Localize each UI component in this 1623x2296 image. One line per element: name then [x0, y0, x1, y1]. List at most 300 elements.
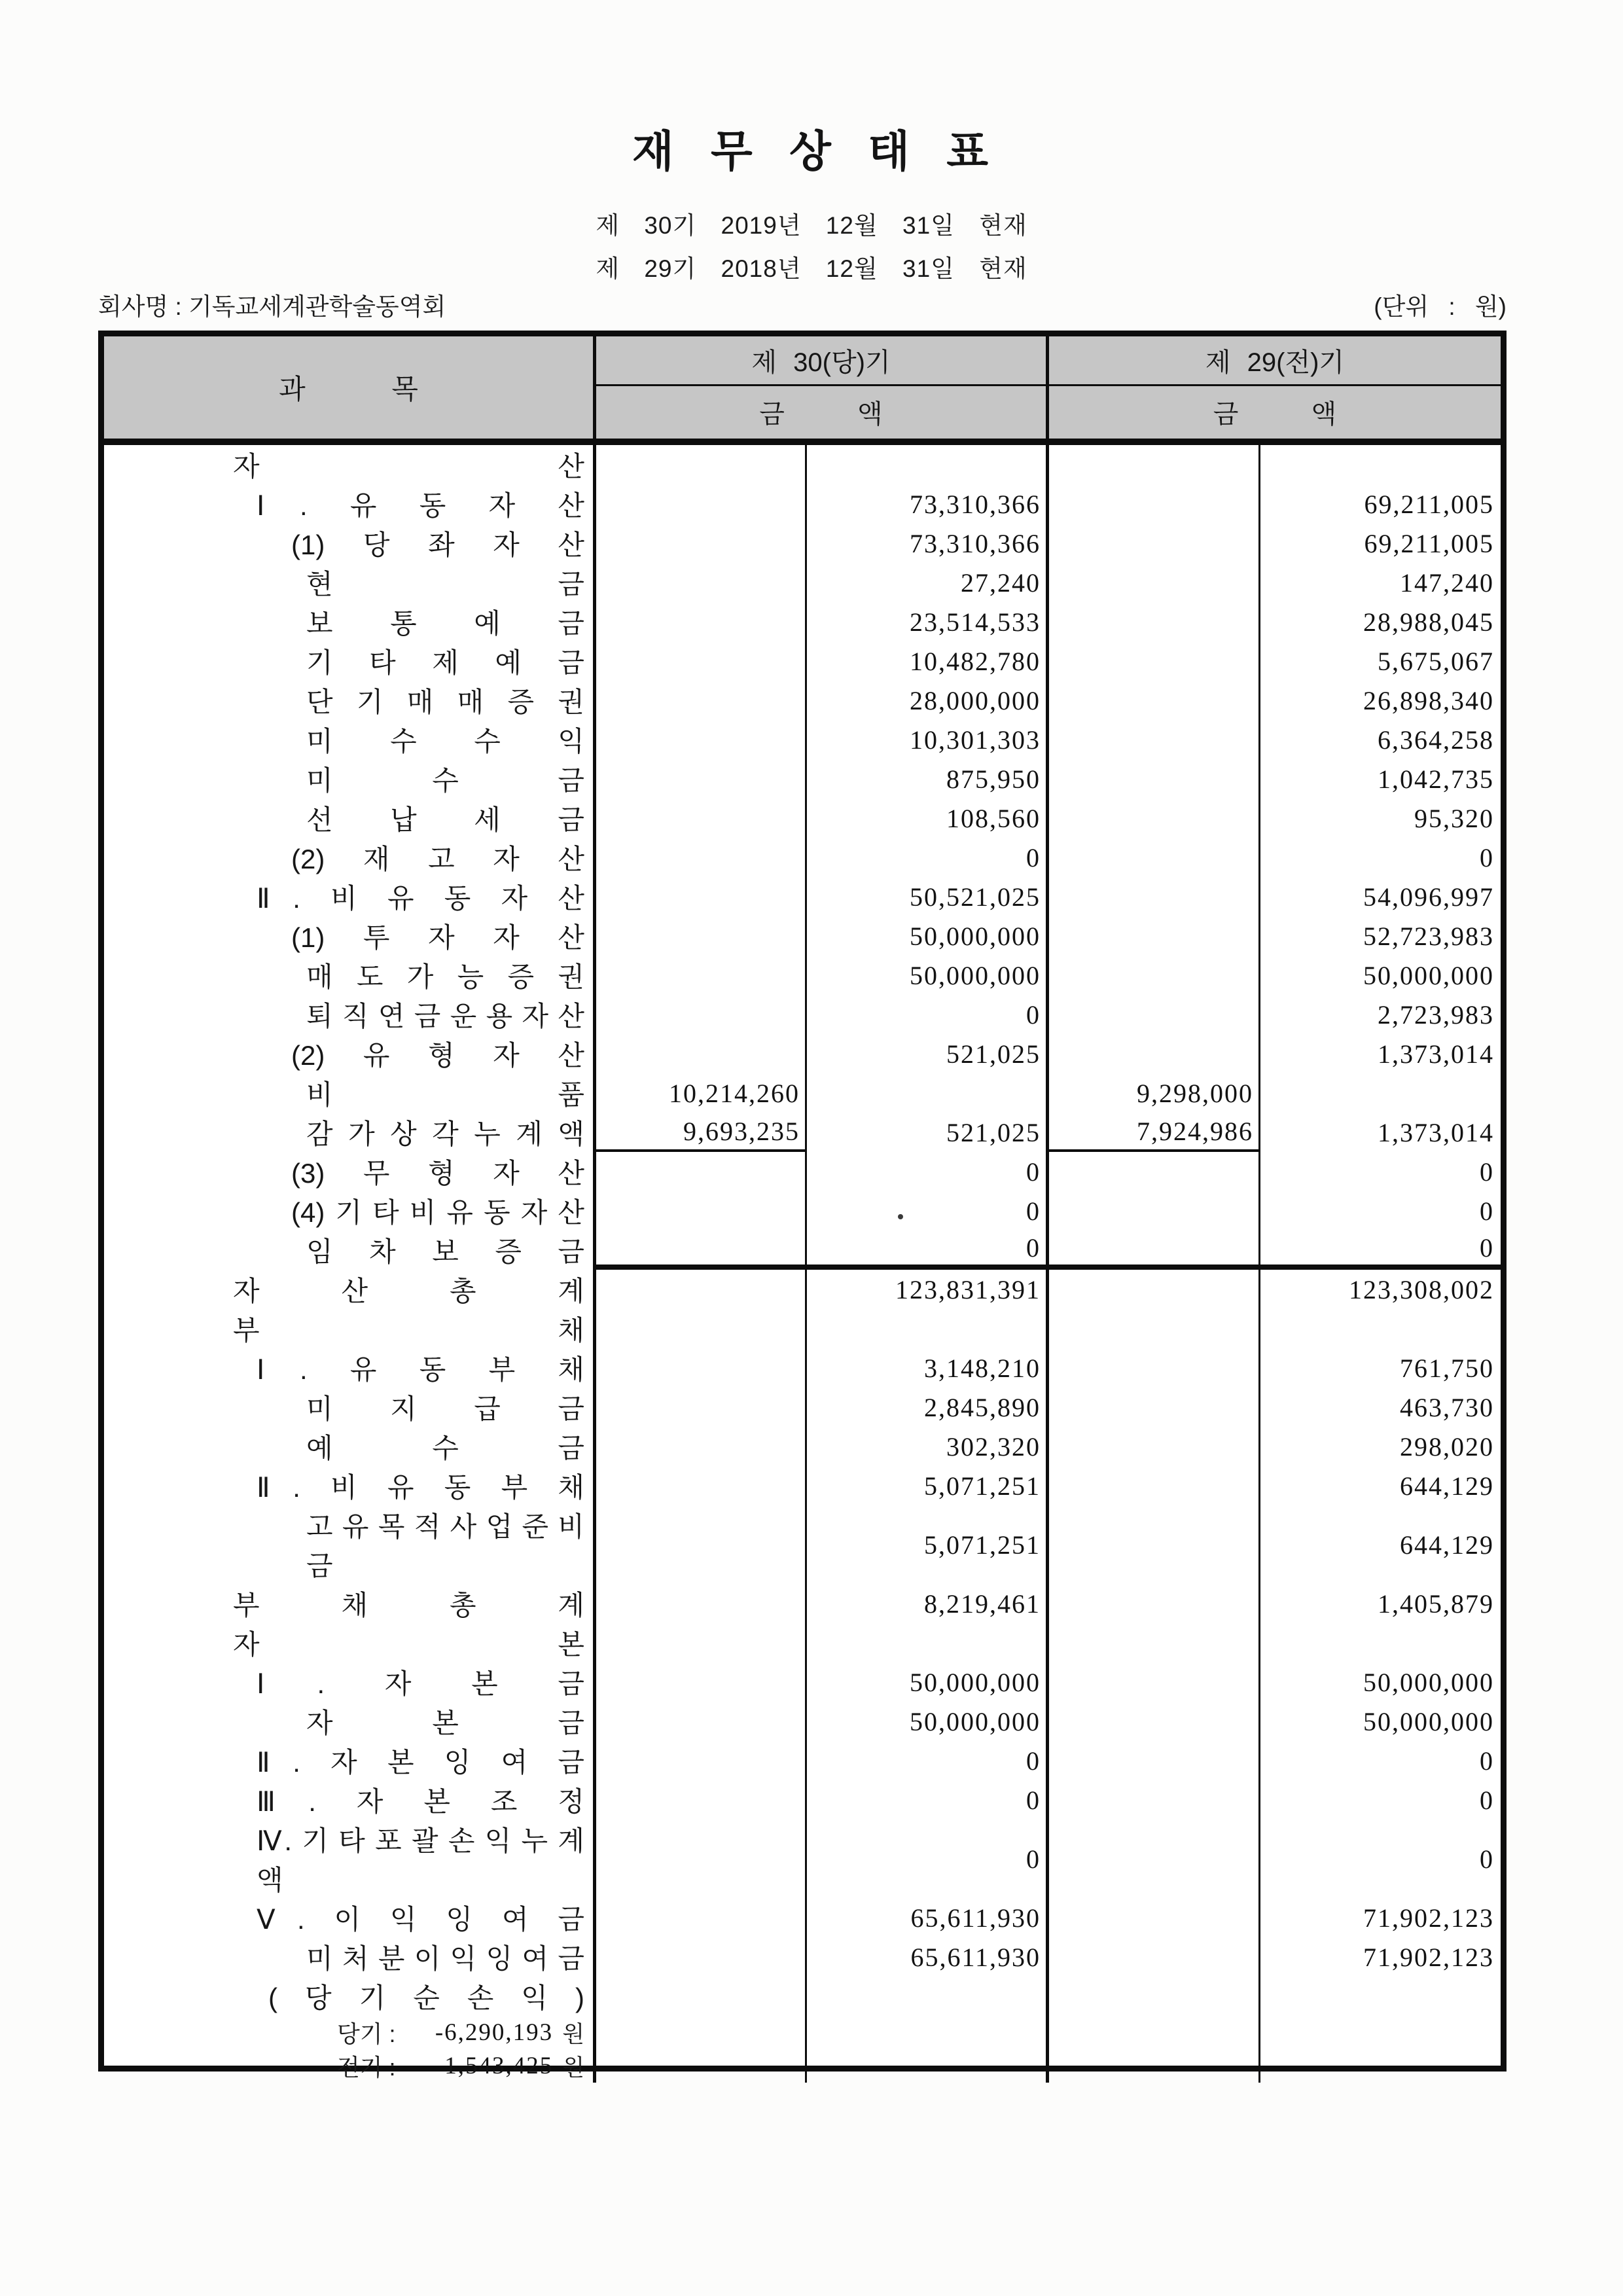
prior-total-amount: [1260, 838, 1501, 877]
prior-total-amount: [1260, 1820, 1501, 1898]
amount-text: 0: [1480, 842, 1494, 872]
table-row: [104, 1702, 1501, 1741]
amount-text: 73,310,366: [910, 489, 1041, 519]
current-detail-amount: [596, 2016, 807, 2049]
account-label: 보 통 예 금: [306, 608, 584, 639]
account-cell: [104, 720, 596, 759]
amount-text: 0: [1480, 1196, 1494, 1226]
amount-text: 50,000,000: [1363, 1667, 1494, 1697]
prior-total-amount: [1260, 1702, 1501, 1741]
prior-detail-amount: [1049, 1741, 1260, 1780]
current-total-amount: [807, 916, 1049, 956]
amount-text: 50,000,000: [910, 1706, 1041, 1736]
current-detail-amount: [596, 1741, 807, 1780]
amount-text: 50,521,025: [910, 882, 1041, 912]
prior-total-amount: [1260, 1505, 1501, 1584]
amount-text: 54,096,997: [1363, 882, 1494, 912]
account-cell: [104, 1427, 596, 1466]
table-row: [104, 1191, 1501, 1230]
current-detail-amount: [596, 1113, 807, 1152]
amount-text: 50,000,000: [1363, 1706, 1494, 1736]
account-cell: [104, 1820, 596, 1898]
prior-detail-amount: [1049, 1034, 1260, 1073]
prior-total-amount: [1260, 877, 1501, 916]
prior-total-amount: [1260, 1584, 1501, 1623]
table-row: [104, 563, 1501, 602]
prior-detail-amount: [1049, 1466, 1260, 1505]
current-total-amount: [807, 1977, 1049, 2016]
current-total-amount: [807, 2016, 1049, 2049]
amount-text: 761,750: [1400, 1353, 1494, 1383]
current-detail-amount: [596, 563, 807, 602]
account-label: 매 도 가 능 증 권: [306, 961, 584, 992]
prior-total-amount: [1260, 602, 1501, 641]
prior-total-amount: [1260, 445, 1501, 484]
prior-detail-amount: [1049, 1623, 1260, 1662]
account-cell: [104, 1662, 596, 1702]
table-row: [104, 1780, 1501, 1820]
table-row: [104, 720, 1501, 759]
account-cell: [104, 1702, 596, 1741]
account-cell: [104, 759, 596, 798]
amount-text: 123,308,002: [1349, 1274, 1494, 1304]
account-label: 자 산 총 계: [233, 1276, 584, 1306]
account-label: 부 채 총 계: [233, 1590, 584, 1621]
amount-columns-header: [596, 336, 1501, 439]
current-total-amount: [807, 1820, 1049, 1898]
current-total-amount: [807, 838, 1049, 877]
current-total-amount: [807, 1191, 1049, 1230]
prior-total-amount: [1260, 1230, 1501, 1270]
account-cell: [104, 1505, 596, 1584]
current-detail-amount: [596, 1034, 807, 1073]
amount-text: 52,723,983: [1363, 921, 1494, 951]
account-label: 미 수 금: [306, 765, 584, 796]
account-label: 미 지 급 금: [306, 1393, 584, 1424]
current-detail-amount: [596, 916, 807, 956]
current-detail-amount: [596, 1309, 807, 1348]
table-row: [104, 524, 1501, 563]
account-cell: [104, 681, 596, 720]
current-total-amount: [807, 1505, 1049, 1584]
table-row: [104, 2049, 1501, 2083]
current-total-amount: [807, 1623, 1049, 1662]
memo-unit: 원: [562, 2054, 584, 2081]
table-row: [104, 1348, 1501, 1388]
period-header-row: [596, 336, 1501, 386]
prior-detail-amount: [1049, 1505, 1260, 1584]
amount-text: 644,129: [1400, 1471, 1494, 1501]
account-label: 미 수 수 익: [306, 726, 584, 757]
prior-detail-amount: [1049, 445, 1260, 484]
table-row: [104, 1073, 1501, 1113]
account-cell: [104, 602, 596, 641]
table-row: [104, 1152, 1501, 1191]
prior-detail-amount: [1049, 798, 1260, 838]
account-label: 퇴 직 연 금 운 용 자 산: [306, 1001, 584, 1031]
current-total-amount: [807, 1662, 1049, 1702]
account-cell: [104, 1388, 596, 1427]
table-row: [104, 484, 1501, 524]
account-label: 자 산: [233, 451, 584, 482]
current-detail-amount: [596, 641, 807, 681]
prior-total-amount: [1260, 681, 1501, 720]
amount-text: 0: [1480, 1844, 1494, 1874]
amount-text: 5,071,251: [924, 1471, 1041, 1501]
prior-total-amount: [1260, 995, 1501, 1034]
current-detail-amount: [596, 681, 807, 720]
current-detail-amount: [596, 798, 807, 838]
current-total-amount: [807, 641, 1049, 681]
memo-value: 1,543,425: [444, 2053, 554, 2079]
table-row: [104, 1427, 1501, 1466]
current-total-amount: [807, 1466, 1049, 1505]
account-label: 고 유 목 적 사 업 준 비 금: [306, 1511, 584, 1581]
account-label: Ⅲ. 자 본 조 정: [257, 1786, 584, 1817]
current-total-amount: [807, 1388, 1049, 1427]
current-total-amount: [807, 2049, 1049, 2083]
prior-total-amount: [1260, 1388, 1501, 1427]
current-total-amount: [807, 484, 1049, 524]
account-label: Ⅰ. 유 동 자 산: [257, 490, 584, 521]
amount-text: 1,405,879: [1378, 1588, 1494, 1619]
current-total-amount: [807, 1113, 1049, 1152]
amount-text: 0: [1480, 1785, 1494, 1815]
table-row: [104, 759, 1501, 798]
current-total-amount: [807, 956, 1049, 995]
amount-text: 28,988,045: [1363, 607, 1494, 637]
account-cell: [104, 1073, 596, 1113]
account-label: 자 본 금: [306, 1708, 584, 1738]
current-detail-amount: [596, 1427, 807, 1466]
current-detail-amount: [596, 838, 807, 877]
amount-text: 0: [1026, 1196, 1041, 1226]
prior-total-amount: [1260, 1898, 1501, 1937]
table-header: [104, 336, 1501, 445]
prior-total-amount: [1260, 1034, 1501, 1073]
prior-total-amount: [1260, 1977, 1501, 2016]
amount-text: 0: [1026, 999, 1041, 1030]
amount-text: 521,025: [946, 1039, 1041, 1069]
current-detail-amount: [596, 1466, 807, 1505]
account-cell: [104, 1780, 596, 1820]
table-row: [104, 877, 1501, 916]
account-cell: [104, 563, 596, 602]
prior-total-amount: [1260, 563, 1501, 602]
memo-label: 전기 :: [337, 2054, 396, 2081]
account-label: (3) 무 형 자 산: [291, 1158, 584, 1189]
account-label: 기 타 제 예 금: [306, 647, 584, 678]
table-row: [104, 1113, 1501, 1152]
account-label: 임 차 보 증 금: [306, 1236, 584, 1267]
account-cell: [104, 1270, 596, 1309]
amount-text: 0: [1026, 1157, 1041, 1187]
account-label: (2) 유 형 자 산: [291, 1040, 584, 1071]
account-label: Ⅰ. 자 본 금: [257, 1668, 584, 1699]
table-row: [104, 1741, 1501, 1780]
current-detail-amount: [596, 1191, 807, 1230]
company-name: 회사명 : 기독교세계관학술동역회: [98, 293, 446, 320]
current-detail-amount: [596, 956, 807, 995]
current-total-amount: [807, 1073, 1049, 1113]
current-total-amount: [807, 602, 1049, 641]
amount-text: 108,560: [946, 803, 1041, 833]
current-detail-amount: [596, 1270, 807, 1309]
prior-total-amount: [1260, 1152, 1501, 1191]
prior-detail-amount: [1049, 2016, 1260, 2049]
table-row: [104, 1505, 1501, 1584]
prior-detail-amount: [1049, 681, 1260, 720]
prior-detail-amount: [1049, 1073, 1260, 1113]
amount-text: 5,675,067: [1378, 646, 1494, 676]
current-total-amount: [807, 995, 1049, 1034]
amount-text: 71,902,123: [1363, 1942, 1494, 1972]
current-total-amount: [807, 877, 1049, 916]
prior-detail-amount: [1049, 1820, 1260, 1898]
amount-text: 8,219,461: [924, 1588, 1041, 1619]
current-total-amount: [807, 1427, 1049, 1466]
current-total-amount: [807, 1898, 1049, 1937]
amount-text: 69,211,005: [1364, 489, 1494, 519]
table-row: [104, 641, 1501, 681]
amount-text: 0: [1026, 1844, 1041, 1874]
amount-text: 1,373,014: [1378, 1039, 1494, 1069]
prior-total-amount: [1260, 1741, 1501, 1780]
account-cell: [104, 995, 596, 1034]
amount-text: 10,301,303: [910, 725, 1041, 755]
prior-detail-amount: [1049, 877, 1260, 916]
balance-sheet-table: [98, 331, 1507, 2081]
current-detail-amount: [596, 877, 807, 916]
account-cell: [104, 838, 596, 877]
current-detail-amount: [596, 1820, 807, 1898]
current-detail-amount: [596, 602, 807, 641]
account-cell: [104, 1937, 596, 1977]
prior-detail-amount: [1049, 1780, 1260, 1820]
amount-text: 9,693,235: [683, 1116, 800, 1146]
amount-text: 50,000,000: [910, 1667, 1041, 1697]
amount-text: 123,831,391: [895, 1274, 1041, 1304]
amount-text: 0: [1026, 1232, 1041, 1263]
current-detail-amount: [596, 1977, 807, 2016]
current-total-amount: [807, 1584, 1049, 1623]
prior-total-amount: [1260, 1780, 1501, 1820]
prior-total-amount: [1260, 1427, 1501, 1466]
period-line-current: 제 30기 2019년 12월 31일 현재: [596, 212, 1027, 239]
current-period-header: 제 30(당)기: [596, 336, 1049, 384]
prior-total-amount: [1260, 916, 1501, 956]
amount-text: 3,148,210: [924, 1353, 1041, 1383]
prior-detail-amount: [1049, 1113, 1260, 1152]
account-cell: [104, 1741, 596, 1780]
prior-total-amount: [1260, 720, 1501, 759]
prior-total-amount: [1260, 1309, 1501, 1348]
prior-detail-amount: [1049, 1662, 1260, 1702]
table-row: [104, 1937, 1501, 1977]
memo-unit: 원: [562, 2021, 584, 2047]
current-detail-amount: [596, 1898, 807, 1937]
table-row: [104, 995, 1501, 1034]
current-total-amount: [807, 563, 1049, 602]
account-label: (2) 재 고 자 산: [291, 844, 584, 874]
current-total-amount: [807, 1034, 1049, 1073]
account-cell: [104, 798, 596, 838]
current-detail-amount: [596, 720, 807, 759]
table-row: [104, 1584, 1501, 1623]
prior-total-amount: [1260, 956, 1501, 995]
prior-total-amount: [1260, 1073, 1501, 1113]
table-row: [104, 1388, 1501, 1427]
prior-detail-amount: [1049, 602, 1260, 641]
amount-header-prior: 금 액: [1213, 400, 1337, 429]
amount-text: 7,924,986: [1137, 1116, 1253, 1146]
account-label: 현 금: [306, 569, 584, 600]
table-row: [104, 1270, 1501, 1309]
current-total-amount: [807, 1702, 1049, 1741]
account-cell: [104, 1191, 596, 1230]
account-cell: [104, 1309, 596, 1348]
amount-text: 23,514,533: [910, 607, 1041, 637]
account-cell: [104, 1113, 596, 1152]
amount-text: 9,298,000: [1137, 1078, 1253, 1108]
table-row: [104, 1820, 1501, 1898]
account-cell: [104, 1348, 596, 1388]
amount-text: 302,320: [946, 1431, 1041, 1462]
prior-total-amount: [1260, 1113, 1501, 1152]
account-cell: [104, 1466, 596, 1505]
current-total-amount: [807, 1230, 1049, 1270]
memo-value: -6,290,193: [435, 2019, 554, 2046]
prior-total-amount: [1260, 1662, 1501, 1702]
amount-text: 875,950: [946, 764, 1041, 794]
prior-detail-amount: [1049, 838, 1260, 877]
memo-label: 당기 :: [337, 2020, 396, 2047]
table-row: [104, 1309, 1501, 1348]
period-line-prior: 제 29기 2018년 12월 31일 현재: [596, 255, 1027, 282]
amount-header-row: [596, 386, 1501, 439]
account-cell: [104, 1152, 596, 1191]
account-cell: [104, 445, 596, 484]
amount-text: 298,020: [1400, 1431, 1494, 1462]
account-label: 미 처 분 이 익 잉 여 금: [306, 1943, 584, 1974]
amount-text: 95,320: [1414, 803, 1494, 833]
account-cell: [104, 1034, 596, 1073]
amount-text: 0: [1026, 842, 1041, 872]
prior-total-amount: [1260, 1270, 1501, 1309]
table-row: [104, 1034, 1501, 1073]
prior-detail-amount: [1049, 720, 1260, 759]
reporting-periods: [0, 204, 1623, 291]
prior-total-amount: [1260, 641, 1501, 681]
amount-text: 28,000,000: [910, 685, 1041, 715]
amount-text: 644,129: [1400, 1530, 1494, 1560]
amount-text: 50,000,000: [910, 921, 1041, 951]
prior-detail-amount: [1049, 641, 1260, 681]
amount-text: 463,730: [1400, 1392, 1494, 1422]
current-total-amount: [807, 1270, 1049, 1309]
account-label: Ⅱ. 자 본 잉 여 금: [257, 1747, 584, 1778]
amount-text: 10,214,260: [669, 1078, 800, 1108]
table-row: [104, 1898, 1501, 1937]
amount-text: 0: [1026, 1785, 1041, 1815]
account-cell: [104, 1898, 596, 1937]
current-detail-amount: [596, 1388, 807, 1427]
prior-total-amount: [1260, 524, 1501, 563]
account-cell: [104, 1977, 596, 2016]
account-label: Ⅰ. 유 동 부 채: [257, 1354, 584, 1385]
amount-text: 65,611,930: [910, 1903, 1041, 1933]
current-detail-amount: [596, 1937, 807, 1977]
amount-text: 6,364,258: [1378, 725, 1494, 755]
account-label: 단 기 매 매 증 권: [306, 687, 584, 717]
account-cell: [104, 916, 596, 956]
prior-detail-amount: [1049, 1977, 1260, 2016]
amount-text: 10,482,780: [910, 646, 1041, 676]
current-detail-amount: [596, 1584, 807, 1623]
prior-detail-amount: [1049, 1937, 1260, 1977]
account-cell: [104, 2016, 596, 2049]
amount-text: 147,240: [1400, 567, 1494, 598]
account-cell: [104, 1230, 596, 1270]
account-label: 비 품: [306, 1079, 584, 1110]
current-detail-amount: [596, 1780, 807, 1820]
prior-detail-amount: [1049, 759, 1260, 798]
table-row: [104, 2016, 1501, 2049]
amount-text: 27,240: [961, 567, 1041, 598]
table-row: [104, 1623, 1501, 1662]
amount-text: 0: [1026, 1746, 1041, 1776]
account-label: ( 당 기 순 손 익 ): [268, 1982, 584, 2013]
current-detail-amount: [596, 524, 807, 563]
current-detail-amount: [596, 1662, 807, 1702]
account-label: 부 채: [233, 1315, 584, 1346]
prior-detail-amount: [1049, 1230, 1260, 1270]
table-row: [104, 445, 1501, 484]
prior-detail-amount: [1049, 956, 1260, 995]
account-label: Ⅱ. 비 유 동 자 산: [257, 883, 584, 914]
amount-text: 26,898,340: [1363, 685, 1494, 715]
prior-detail-amount: [1049, 563, 1260, 602]
account-label: (4) 기 타 비 유 동 자 산: [291, 1197, 584, 1228]
amount-text: 65,611,930: [910, 1942, 1041, 1972]
account-cell: [104, 484, 596, 524]
table-row: [104, 798, 1501, 838]
prior-detail-amount: [1049, 1702, 1260, 1741]
amount-header-current: 금 액: [596, 386, 1049, 439]
account-label: 선 납 세 금: [306, 804, 584, 835]
prior-detail-amount: [1049, 1584, 1260, 1623]
prior-detail-amount: [1049, 916, 1260, 956]
table-row: [104, 916, 1501, 956]
prior-total-amount: [1260, 1623, 1501, 1662]
current-detail-amount: [596, 995, 807, 1034]
current-total-amount: [807, 759, 1049, 798]
prior-total-amount: [1260, 2049, 1501, 2083]
prior-detail-amount: [1049, 484, 1260, 524]
amount-text: 0: [1480, 1232, 1494, 1263]
prior-total-amount: [1260, 484, 1501, 524]
amount-text: 521,025: [946, 1117, 1041, 1147]
prior-detail-amount: [1049, 1309, 1260, 1348]
account-cell: [104, 1623, 596, 1662]
amount-text: 73,310,366: [910, 528, 1041, 558]
account-label: 감 가 상 각 누 계 액: [306, 1119, 584, 1149]
account-cell: [104, 524, 596, 563]
current-detail-amount: [596, 1152, 807, 1191]
prior-total-amount: [1260, 1191, 1501, 1230]
account-column-header: 과 목: [104, 336, 596, 439]
prior-detail-amount: [1049, 1348, 1260, 1388]
